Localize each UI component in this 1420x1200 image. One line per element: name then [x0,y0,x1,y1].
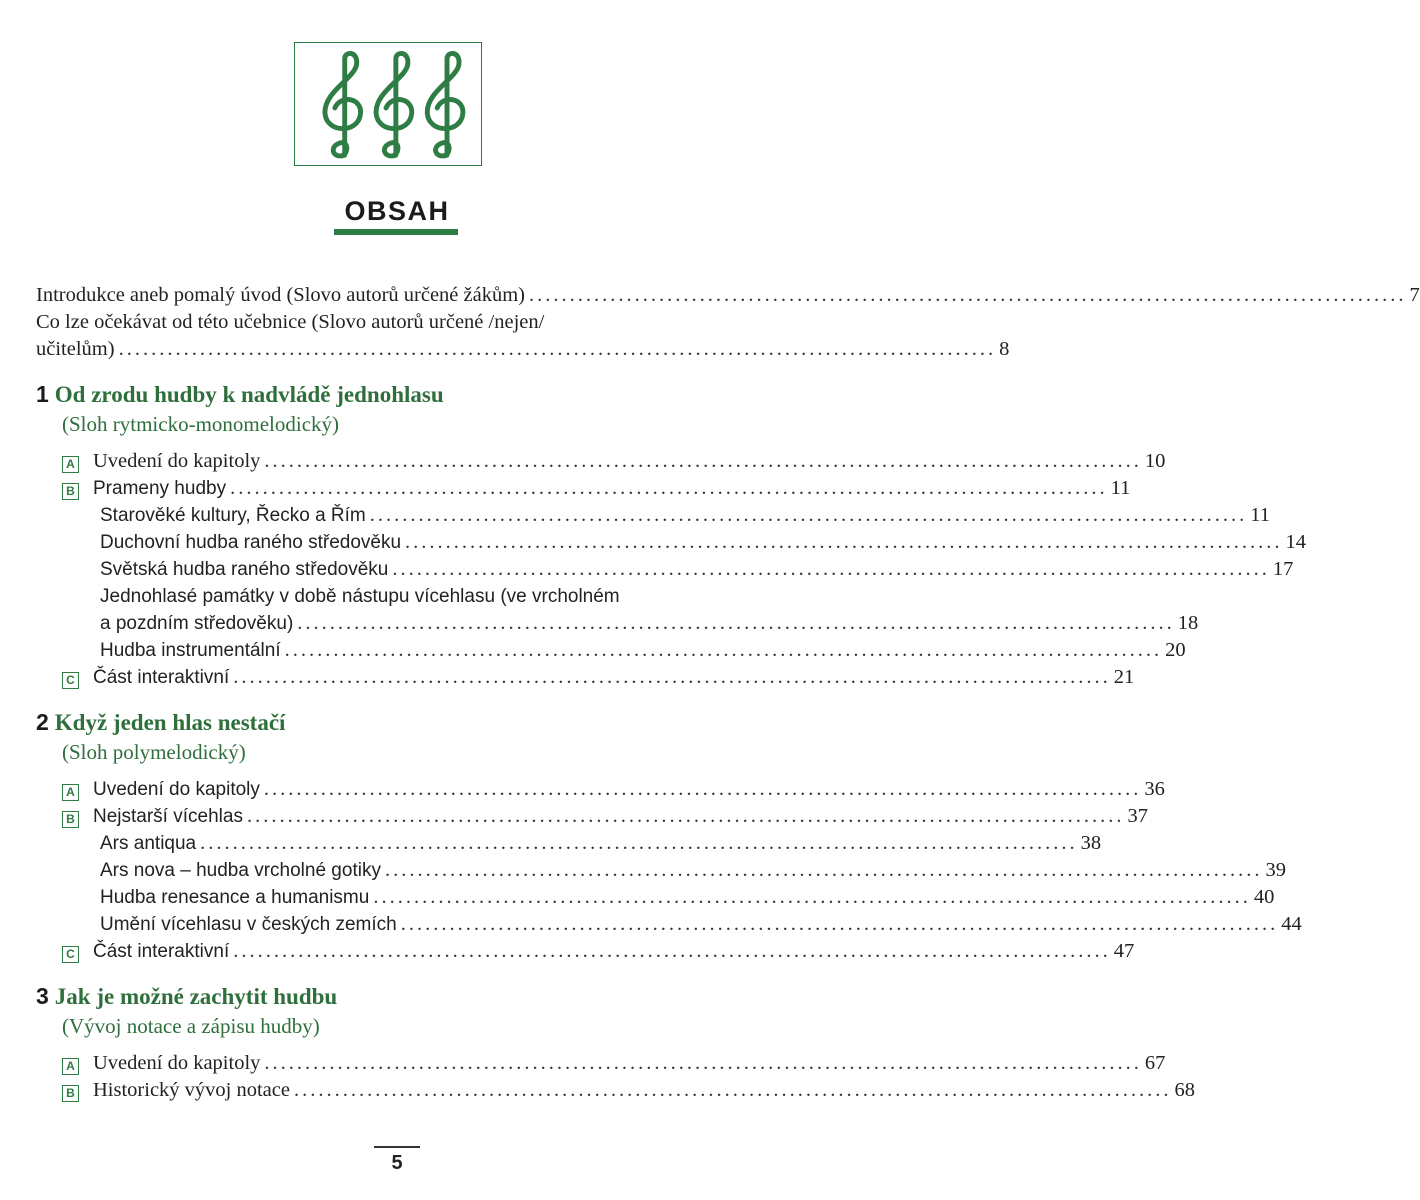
section-b-icon: B [62,483,79,500]
toc-entry-subsection[interactable] [36,610,1199,637]
toc-entry-label: Jednohlasé památky v době nástupu vícehlasu (ve vrcholném [100,586,620,607]
toc-entry-section-c[interactable] [36,938,1135,965]
chapter-subtitle: (Sloh polymelodický) [62,740,246,764]
toc-entry-label: Světská hudba raného středověku [100,559,389,580]
toc-entry-label: učitelům) [36,338,115,360]
toc-entry-label: a pozdním středověku) [100,613,294,634]
toc-entry-section-b[interactable] [36,1077,1195,1104]
toc-page-number: 40 [1253,886,1275,908]
leader-dots: ............................................................................................................ [200,832,1078,854]
toc-entry-subsection[interactable] [36,502,1270,529]
toc-entry-subsection[interactable] [36,556,1294,583]
leader-dots: ............................................................................................................ [233,666,1111,688]
leader-dots: ............................................................................................................ [400,913,1279,935]
toc-entry-section-b[interactable] [36,803,1148,830]
toc-entry-subsection-line1[interactable] [36,583,756,610]
leader-dots: ............................................................................................................ [263,778,1142,800]
toc-entry-label: Ars antiqua [100,833,197,854]
toc-page-number: 20 [1165,639,1186,661]
toc-entry-subsection[interactable] [36,911,1302,938]
page-number-rule [374,1146,420,1148]
toc-page-number: 21 [1113,666,1135,688]
section-c-icon: C [62,672,79,689]
toc-entry-subsection[interactable] [36,637,1186,664]
toc-page-number: 14 [1285,531,1307,553]
toc-entry-label: Hudba instrumentální [100,640,281,661]
leader-dots: ............................................................................................................ [384,859,1263,881]
toc-entry-label: Umění vícehlasu v českých zemích [100,914,397,935]
leader-dots: ............................................................................................................ [264,450,1142,472]
toc-entry-intro[interactable] [36,282,1420,309]
toc-entry-label: Historický vývoj notace [93,1079,290,1101]
leader-dots: ............................................................................................................ [264,1052,1142,1074]
toc-entry-subsection[interactable] [36,830,1102,857]
chapter-heading-3[interactable] [36,981,756,1012]
toc-entry-label: Uvedení do kapitoly [93,1052,261,1074]
toc-entry-label: Hudba renesance a humanismu [100,887,370,908]
leader-dots: ............................................................................................................ [392,558,1270,580]
leader-dots: ............................................................................................................ [293,1079,1172,1101]
toc-page-number: 67 [1144,1052,1166,1074]
toc-entry-label: Introdukce aneb pomalý úvod (Slovo autorů určené žákům) [36,284,525,306]
toc-entry-label: Duchovní hudba raného středověku [100,532,402,553]
leader-dots: ............................................................................................................ [529,284,1407,306]
toc-page-number: 68 [1174,1079,1195,1101]
toc-entry-label: Ars nova – hudba vrcholné gotiky [100,860,381,881]
toc-page-number: 17 [1272,558,1294,580]
toc-entry-label: Nejstarší vícehlas [93,806,243,827]
toc-page-number: 39 [1265,859,1286,881]
leader-dots: ............................................................................................................ [373,886,1251,908]
toc-entry-subsection[interactable] [36,884,1275,911]
chapter-number: 1 [36,381,49,407]
chapter-title: Když jeden hlas nestačí [54,710,286,735]
toc-entry-label: Část interaktivní [93,941,230,962]
section-b-icon: B [62,1085,79,1102]
leader-dots: ............................................................................................................ [405,531,1283,553]
toc-entry-section-c[interactable] [36,664,1135,691]
leader-dots: ............................................................................................................ [284,639,1163,661]
toc-page-number: 36 [1144,778,1165,800]
toc-entry-expectations[interactable] [36,336,1010,363]
table-of-contents [36,282,1420,1104]
toc-entry-expectations-line1[interactable] [36,309,756,336]
toc-page-number: 11 [1110,477,1131,499]
leader-dots: ............................................................................................................ [246,805,1125,827]
toc-entry-label: Prameny hudby [93,478,227,499]
chapter-title: Od zrodu hudby k nadvládě jednohlasu [54,382,444,407]
toc-page-number: 18 [1177,612,1199,634]
section-a-icon: A [62,456,79,473]
toc-entry-section-a[interactable] [36,776,1165,803]
treble-clef-icon [295,43,481,165]
leader-dots: ............................................................................................................ [230,477,1108,499]
toc-entry-label: Uvedení do kapitoly [93,779,260,800]
chapter-subtitle: (Vývoj notace a zápisu hudby) [62,1014,320,1038]
toc-entry-section-a[interactable] [36,448,1166,475]
chapter-heading-1[interactable] [36,379,756,410]
toc-entry-section-b[interactable] [36,475,1131,502]
toc-page-number: 37 [1127,805,1148,827]
chapter-number: 2 [36,709,49,735]
toc-entry-label: Starověké kultury, Řecko a Řím [100,505,366,526]
chapter-subtitle: (Sloh rytmicko-monomelodický) [62,412,340,436]
chapter-number: 3 [36,983,49,1009]
toc-entry-label: Část interaktivní [93,667,230,688]
toc-page-number: 7 [1409,284,1420,306]
leader-dots: ............................................................................................................ [118,338,997,360]
toc-page-number: 44 [1281,913,1302,935]
title-underline [334,229,458,235]
toc-entry-subsection[interactable] [36,529,1307,556]
section-a-icon: A [62,1058,79,1075]
chapter-heading-2[interactable] [36,707,756,738]
leader-dots: ............................................................................................................ [297,612,1175,634]
toc-entry-label: Co lze očekávat od této učebnice (Slovo autorů určené /nejen/ [36,311,545,333]
toc-entry-section-a[interactable] [36,1050,1166,1077]
treble-clef-logo [294,42,482,166]
toc-page-number: 11 [1250,504,1270,526]
toc-entry-label: Uvedení do kapitoly [93,450,261,472]
toc-entry-subsection[interactable] [36,857,1286,884]
section-b-icon: B [62,811,79,828]
chapter-title: Jak je možné zachytit hudbu [54,984,338,1009]
toc-page-number: 8 [999,338,1010,360]
leader-dots: ............................................................................................................ [369,504,1248,526]
toc-page-number: 47 [1113,940,1135,962]
leader-dots: ............................................................................................................ [233,940,1111,962]
page-number: 5 [391,1152,403,1174]
toc-page-number: 38 [1080,832,1102,854]
section-a-icon: A [62,784,79,801]
section-c-icon: C [62,946,79,963]
toc-page-number: 10 [1144,450,1166,472]
page-title: OBSAH [344,196,450,226]
